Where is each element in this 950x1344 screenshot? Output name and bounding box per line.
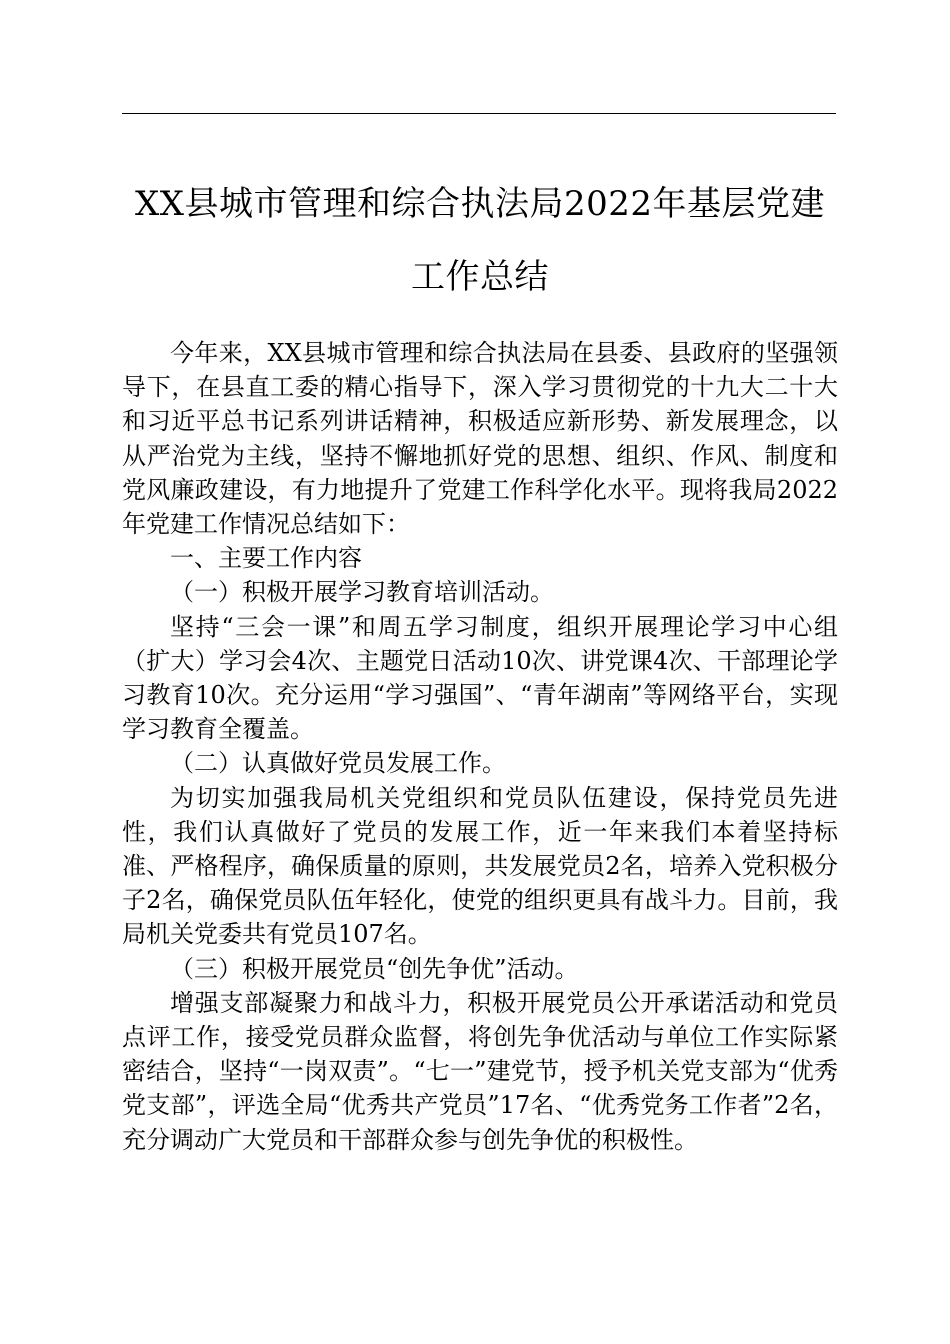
subsection-heading-2: （二）认真做好党员发展工作。: [170, 749, 506, 778]
document-body: [122, 336, 838, 1157]
title-line-2: 工作总结: [411, 257, 549, 297]
paragraph-study-education: 坚持“三会一课”和周五学习制度，组织开展理论学习中心组（扩大）学习会4次、主题党日活动10次、讲党课4次、干部理论学习教育10次。充分运用“学习强国”、“青年湖南”等网络平台，实现学习教育全覆盖。: [122, 612, 838, 744]
title-line-1: XX县城市管理和综合执法局2022年基层党建: [135, 184, 825, 224]
subsection-heading-1: （一）积极开展学习教育培训活动。: [170, 578, 554, 607]
intro-paragraph: 今年来，XX县城市管理和综合执法局在县委、县政府的坚强领导下，在县直工委的精心指导下，深入学习贯彻党的十九大二十大和习近平总书记系列讲话精神，积极适应新形势、新发展理念，以从严治党为主线，坚持不懈地抓好党的思想、组织、作风、制度和党风廉政建设，有力地提升了党建工作科学化水平。现将我局2022年党建工作情况总结如下：: [122, 339, 838, 539]
paragraph-excellence-campaign: 增强支部凝聚力和战斗力，积极开展党员公开承诺活动和党员点评工作，接受党员群众监督，将创先争优活动与单位工作实际紧密结合，坚持“一岗双责”。“七一”建党节，授予机关党支部为“优秀党支部”，评选全局“优秀共产党员”17名、“优秀党务工作者”2名，充分调动广大党员和干部群众参与创先争优的积极性。: [122, 988, 838, 1154]
document-title: [110, 168, 850, 314]
header-rule: [122, 113, 836, 114]
paragraph-member-development: 为切实加强我局机关党组织和党员队伍建设，保持党员先进性，我们认真做好了党员的发展工作，近一年来我们本着坚持标准、严格程序，确保质量的原则，共发展党员2名，培养入党积极分子2名，确保党员队伍年轻化，使党的组织更具有战斗力。目前，我局机关党委共有党员107名。: [122, 783, 838, 949]
subsection-heading-3: （三）积极开展党员“创先争优”活动。: [170, 954, 579, 983]
section-heading-main-work: 一、主要工作内容: [170, 544, 362, 573]
